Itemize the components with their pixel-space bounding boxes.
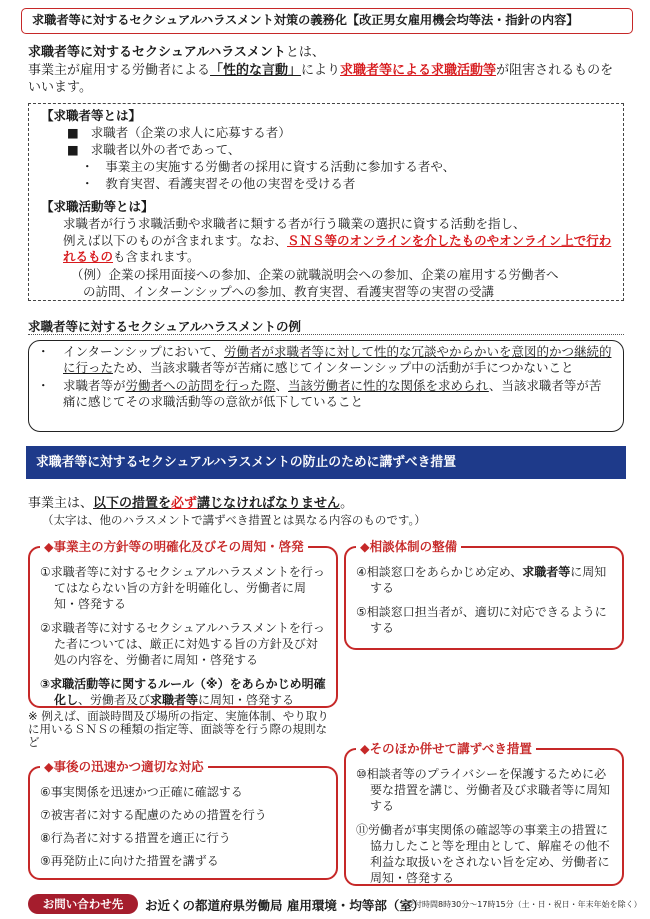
example-item: ・ インターンシップにおいて、労働者が求職者等に対して性的な冗談やからかいを意図的かつ継続的に行ったため、当該求職者等が苦痛に感じてインターンシップ中の活動が手につかないこと: [37, 344, 612, 375]
intro-text: により: [301, 62, 341, 78]
box-heading: ◆事後の迅速かつ適切な対応: [40, 758, 208, 776]
measure-item: ⑦被害者に対する配慮のための措置を行う: [40, 808, 267, 822]
measure-item: ⑨再発防止に向けた措置を講ずる: [40, 854, 219, 868]
def-example: （例）企業の採用面接への参加、企業の就職説明会への参加、企業の雇用する労働者へ: [71, 267, 559, 282]
box-heading: ◆事業主の方針等の明確化及びその周知・啓発: [40, 538, 308, 556]
measure-item: ③求職活動等に関するルール（※）をあらかじめ明確化し、労働者及び求職者等に周知・啓発する: [40, 677, 326, 707]
measure-item: ⑧行為者に対する措置を適正に行う: [40, 831, 231, 845]
def-subitem: ・ 教育実習、看護実習その他の実習を受ける者: [81, 176, 356, 191]
def-text: 例えば以下のものが含まれます。なお、ＳＮＳ等のオンラインを介したものやオンライン上で行われるものも含まれます。: [63, 233, 612, 264]
box-heading: ◆相談体制の整備: [356, 538, 461, 556]
measure-item: ①求職者等に対するセクシュアルハラスメントを行ってはならない旨の方針を明確化し、労働者に周知・啓発する: [40, 565, 325, 611]
intro-text: とは、: [285, 45, 325, 60]
divider: [28, 334, 624, 335]
measure-item: ⑥事実関係を迅速かつ正確に確認する: [40, 785, 243, 799]
example-item: ・ 求職者等が労働者への訪問を行った際、当該労働者に性的な関係を求められ、当該求職者等が苦痛に感じてその求職活動等の意欲が低下していること: [37, 378, 602, 409]
def-heading-activity: 【求職活動等とは】: [41, 199, 154, 214]
def-item: ■ 求職者以外の者であって、: [67, 142, 241, 157]
measure-item: ⑩相談者等のプライバシーを保護するために必要な措置を講じ、労働者及び求職者等に周知する: [356, 767, 611, 813]
intro-term: 求職者等に対するセクシュアルハラスメント: [28, 45, 286, 60]
box-consultation: [344, 539, 624, 650]
def-example: の訪問、インターンシップへの参加、教育実習、看護実習等の実習の受講: [83, 284, 494, 299]
measures-banner: 求職者等に対するセクシュアルハラスメントの防止のために講ずべき措置: [26, 446, 626, 479]
intro-text: が阻害されるものをいいます。: [28, 62, 614, 95]
examples-box: [28, 340, 624, 432]
definition-box: [28, 103, 624, 301]
footnote: ※ 例えば、面談時間及び場所の指定、実施体制、やり取りに用いるＳＮＳの種類の指定等、面談等を行う際の規則など: [28, 709, 329, 749]
measure-item: ⑪労働者が事実関係の確認等の事業主の措置に協力したこと等を理由として、解雇その他不利益な取扱いをされない旨を定め、労働者に周知・啓発する: [356, 823, 610, 885]
measure-item: ②求職者等に対するセクシュアルハラスメントを行った者については、厳正に対処する旨の方針及び対処の内容を、労働者に周知・啓発する: [40, 621, 325, 667]
box-policy: [28, 539, 338, 708]
contact-hours: 受付時間8時30分～17時15分（土・日・祝日・年末年始を除く）: [406, 900, 642, 909]
measure-item: ④相談窓口をあらかじめ定め、求職者等に周知する: [356, 565, 607, 595]
intro-paragraph: [28, 44, 618, 97]
def-heading-jobseeker: 【求職者等とは】: [41, 108, 142, 123]
page-title: 求職者等に対するセクシュアルハラスメント対策の義務化【改正男女雇用機会均等法・指針の内容】: [21, 8, 633, 34]
intro-red: 求職者等による求職活動等: [340, 62, 497, 78]
intro-text: 事業主が雇用する労働者による: [28, 62, 211, 78]
must-statement: 事業主は、以下の措置を必ず講じなければなりません。: [28, 496, 354, 511]
examples-title: 求職者等に対するセクシュアルハラスメントの例: [28, 319, 302, 334]
measure-item: ⑤相談窓口担当者が、適切に対応できるようにする: [356, 605, 607, 635]
box-heading: ◆そのほか併せて講ずべき措置: [356, 740, 536, 758]
contact-label: お問い合わせ先: [28, 894, 138, 914]
box-other: [344, 741, 624, 886]
contact-office: お近くの都道府県労働局 雇用環境・均等部（室）: [145, 898, 425, 913]
bold-note: （太字は、他のハラスメントで講ずべき措置とは異なる内容のものです。）: [42, 513, 426, 527]
def-text: 求職者が行う求職活動や求職者に類する者が行う職業の選択に資する活動を指し、: [63, 216, 526, 231]
def-subitem: ・ 事業主の実施する労働者の採用に資する活動に参加する者や、: [81, 159, 456, 174]
box-response: [28, 759, 338, 880]
def-item: ■ 求職者（企業の求人に応募する者）: [67, 125, 291, 140]
def-online-note: ＳＮＳ等のオンラインを介したものやオンライン上で行われるもの: [63, 233, 612, 264]
intro-quote: 「性的な言動」: [210, 62, 302, 78]
